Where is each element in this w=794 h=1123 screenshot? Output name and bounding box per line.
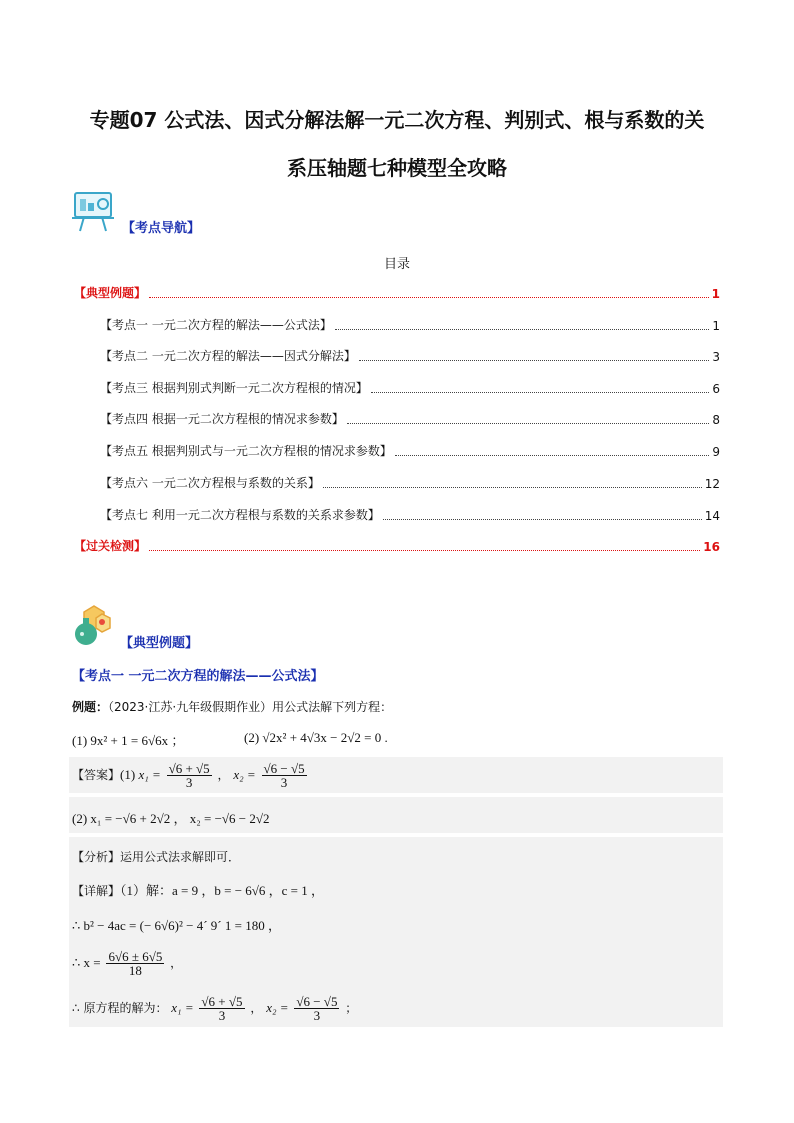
problem-1: (1) 9x² + 1 = 6√6x ；	[72, 733, 185, 748]
toc-entry[interactable]	[100, 380, 720, 396]
answer-x1-label: x₁ =	[138, 767, 161, 782]
example-prefix: 例题：	[72, 700, 109, 714]
detail-end: ；	[345, 1001, 358, 1015]
fraction-denominator: 3	[313, 1008, 321, 1023]
section-label: 【典型例题】	[120, 636, 199, 651]
analysis-label: 【分析】	[72, 850, 121, 864]
toc-entry[interactable]	[100, 317, 720, 333]
analysis-line	[72, 848, 240, 865]
toc-leader	[323, 487, 702, 488]
toc-entry-page: 3	[712, 350, 720, 364]
solution-x2-fraction	[294, 995, 339, 1022]
toc-leader	[395, 455, 710, 456]
separator: ，	[217, 768, 230, 782]
toc-entry-page: 12	[704, 477, 720, 491]
toc-entry-text: 【考点二 一元二次方程的解法——因式分解法】	[100, 349, 356, 363]
example-source: （2023·江苏·九年级假期作业）用公式法解下列方程：	[108, 700, 393, 714]
separator: ，	[250, 1001, 263, 1015]
toc-entry-page: 1	[712, 319, 720, 333]
kaodian-heading: 【考点一 一元二次方程的解法——公式法】	[72, 669, 324, 684]
nav-label: 【考点导航】	[122, 221, 201, 236]
toc-entry-page: 8	[712, 413, 720, 427]
fraction-denominator: 3	[280, 775, 288, 790]
toc-leader	[371, 392, 710, 393]
analysis-text: 运用公式法求解即可．	[120, 850, 241, 864]
whiteboard-icon	[72, 187, 116, 233]
fraction-denominator: 3	[218, 1008, 226, 1023]
toc-leader	[149, 297, 709, 298]
toc-entry[interactable]	[74, 285, 720, 301]
solution-x2-label: x₂ =	[266, 1000, 289, 1015]
fraction-numerator: √6 − √5	[263, 761, 305, 776]
fraction-numerator: √6 + √5	[201, 994, 243, 1009]
toc-entry-page: 9	[712, 445, 720, 459]
nav-heading	[72, 183, 272, 236]
answer-x1-fraction	[167, 762, 212, 789]
detail-suffix: ，	[170, 956, 183, 970]
answer-label: 【答案】	[72, 768, 121, 782]
toc-title: 目录	[383, 257, 410, 272]
fraction-numerator: 6√6 ± 6√5	[108, 949, 163, 964]
detail-coefficients: （1）解：a = 9 ，b = − 6√6 ，c = 1 ，	[120, 883, 325, 898]
toc-entry-text: 【考点一 一元二次方程的解法——公式法】	[100, 318, 332, 332]
detail-line-2: ∴ b² − 4ac = (− 6√6)² − 4´ 9´ 1 = 180 ，	[72, 918, 281, 933]
title-line-2: 系压轴题七种模型全攻略	[287, 156, 507, 180]
toc-entry-text: 【典型例题】	[74, 286, 147, 300]
answer-x2-label: x₂ =	[233, 767, 256, 782]
fraction-denominator: 18	[128, 963, 142, 978]
detail-x-label: ∴ x =	[72, 955, 101, 970]
toc-entry[interactable]	[100, 507, 720, 523]
toc-entry-page: 1	[711, 287, 720, 301]
toc-entry-page: 14	[704, 509, 720, 523]
toc-entry-text: 【过关检测】	[74, 539, 147, 553]
toc-entry-page: 16	[703, 540, 720, 554]
toc-entry-text: 【考点五 根据判别式与一元二次方程根的情况求参数】	[100, 444, 392, 458]
toc-entry-page: 6	[712, 382, 720, 396]
detail-solution-prefix: ∴ 原方程的解为：	[72, 1001, 168, 1015]
toc-entry[interactable]	[100, 475, 720, 491]
detail-line-4	[72, 995, 357, 1022]
toc-leader	[149, 550, 700, 551]
toc-leader	[383, 519, 702, 520]
detail-line-3	[72, 950, 182, 977]
toc-entry-text: 【考点四 根据一元二次方程根的情况求参数】	[100, 412, 344, 426]
toc-leader	[359, 360, 710, 361]
answer-line-1	[72, 762, 309, 789]
fraction-numerator: √6 − √5	[296, 994, 338, 1009]
toc-entry-text: 【考点七 利用一元二次方程根与系数的关系求参数】	[100, 508, 380, 522]
fraction-denominator: 3	[185, 775, 193, 790]
fraction-numerator: √6 + √5	[168, 761, 210, 776]
toc-entry-text: 【考点三 根据判别式判断一元二次方程根的情况】	[100, 381, 368, 395]
solution-x1-label: x₁ =	[171, 1000, 194, 1015]
detail-label: 【详解】	[72, 884, 121, 898]
detail-x-fraction	[106, 950, 164, 977]
section-heading	[72, 604, 292, 650]
example-line	[72, 698, 392, 715]
toc-entry[interactable]	[100, 411, 720, 427]
answer-part1-prefix: (1)	[120, 767, 139, 782]
solution-x1-fraction	[199, 995, 244, 1022]
toc-leader	[347, 423, 710, 424]
toc-entry[interactable]	[100, 348, 720, 364]
answer-x2-fraction	[262, 762, 307, 789]
toc-entry-text: 【考点六 一元二次方程根与系数的关系】	[100, 476, 320, 490]
toc-leader	[335, 329, 710, 330]
document-title	[60, 96, 734, 192]
toc-entry[interactable]	[74, 538, 720, 554]
detail-line-1	[72, 880, 324, 899]
toc-entry[interactable]	[100, 443, 720, 459]
answer-line-2: (2) x₁ = −√6 + 2√2 ， x₂ = −√6 − 2√2	[72, 811, 270, 826]
problem-2: (2) √2x² + 4√3x − 2√2 = 0 .	[244, 730, 388, 745]
title-line-1: 专题07 公式法、因式分解法解一元二次方程、判别式、根与系数的关	[89, 108, 705, 132]
flask-icon	[72, 604, 116, 648]
